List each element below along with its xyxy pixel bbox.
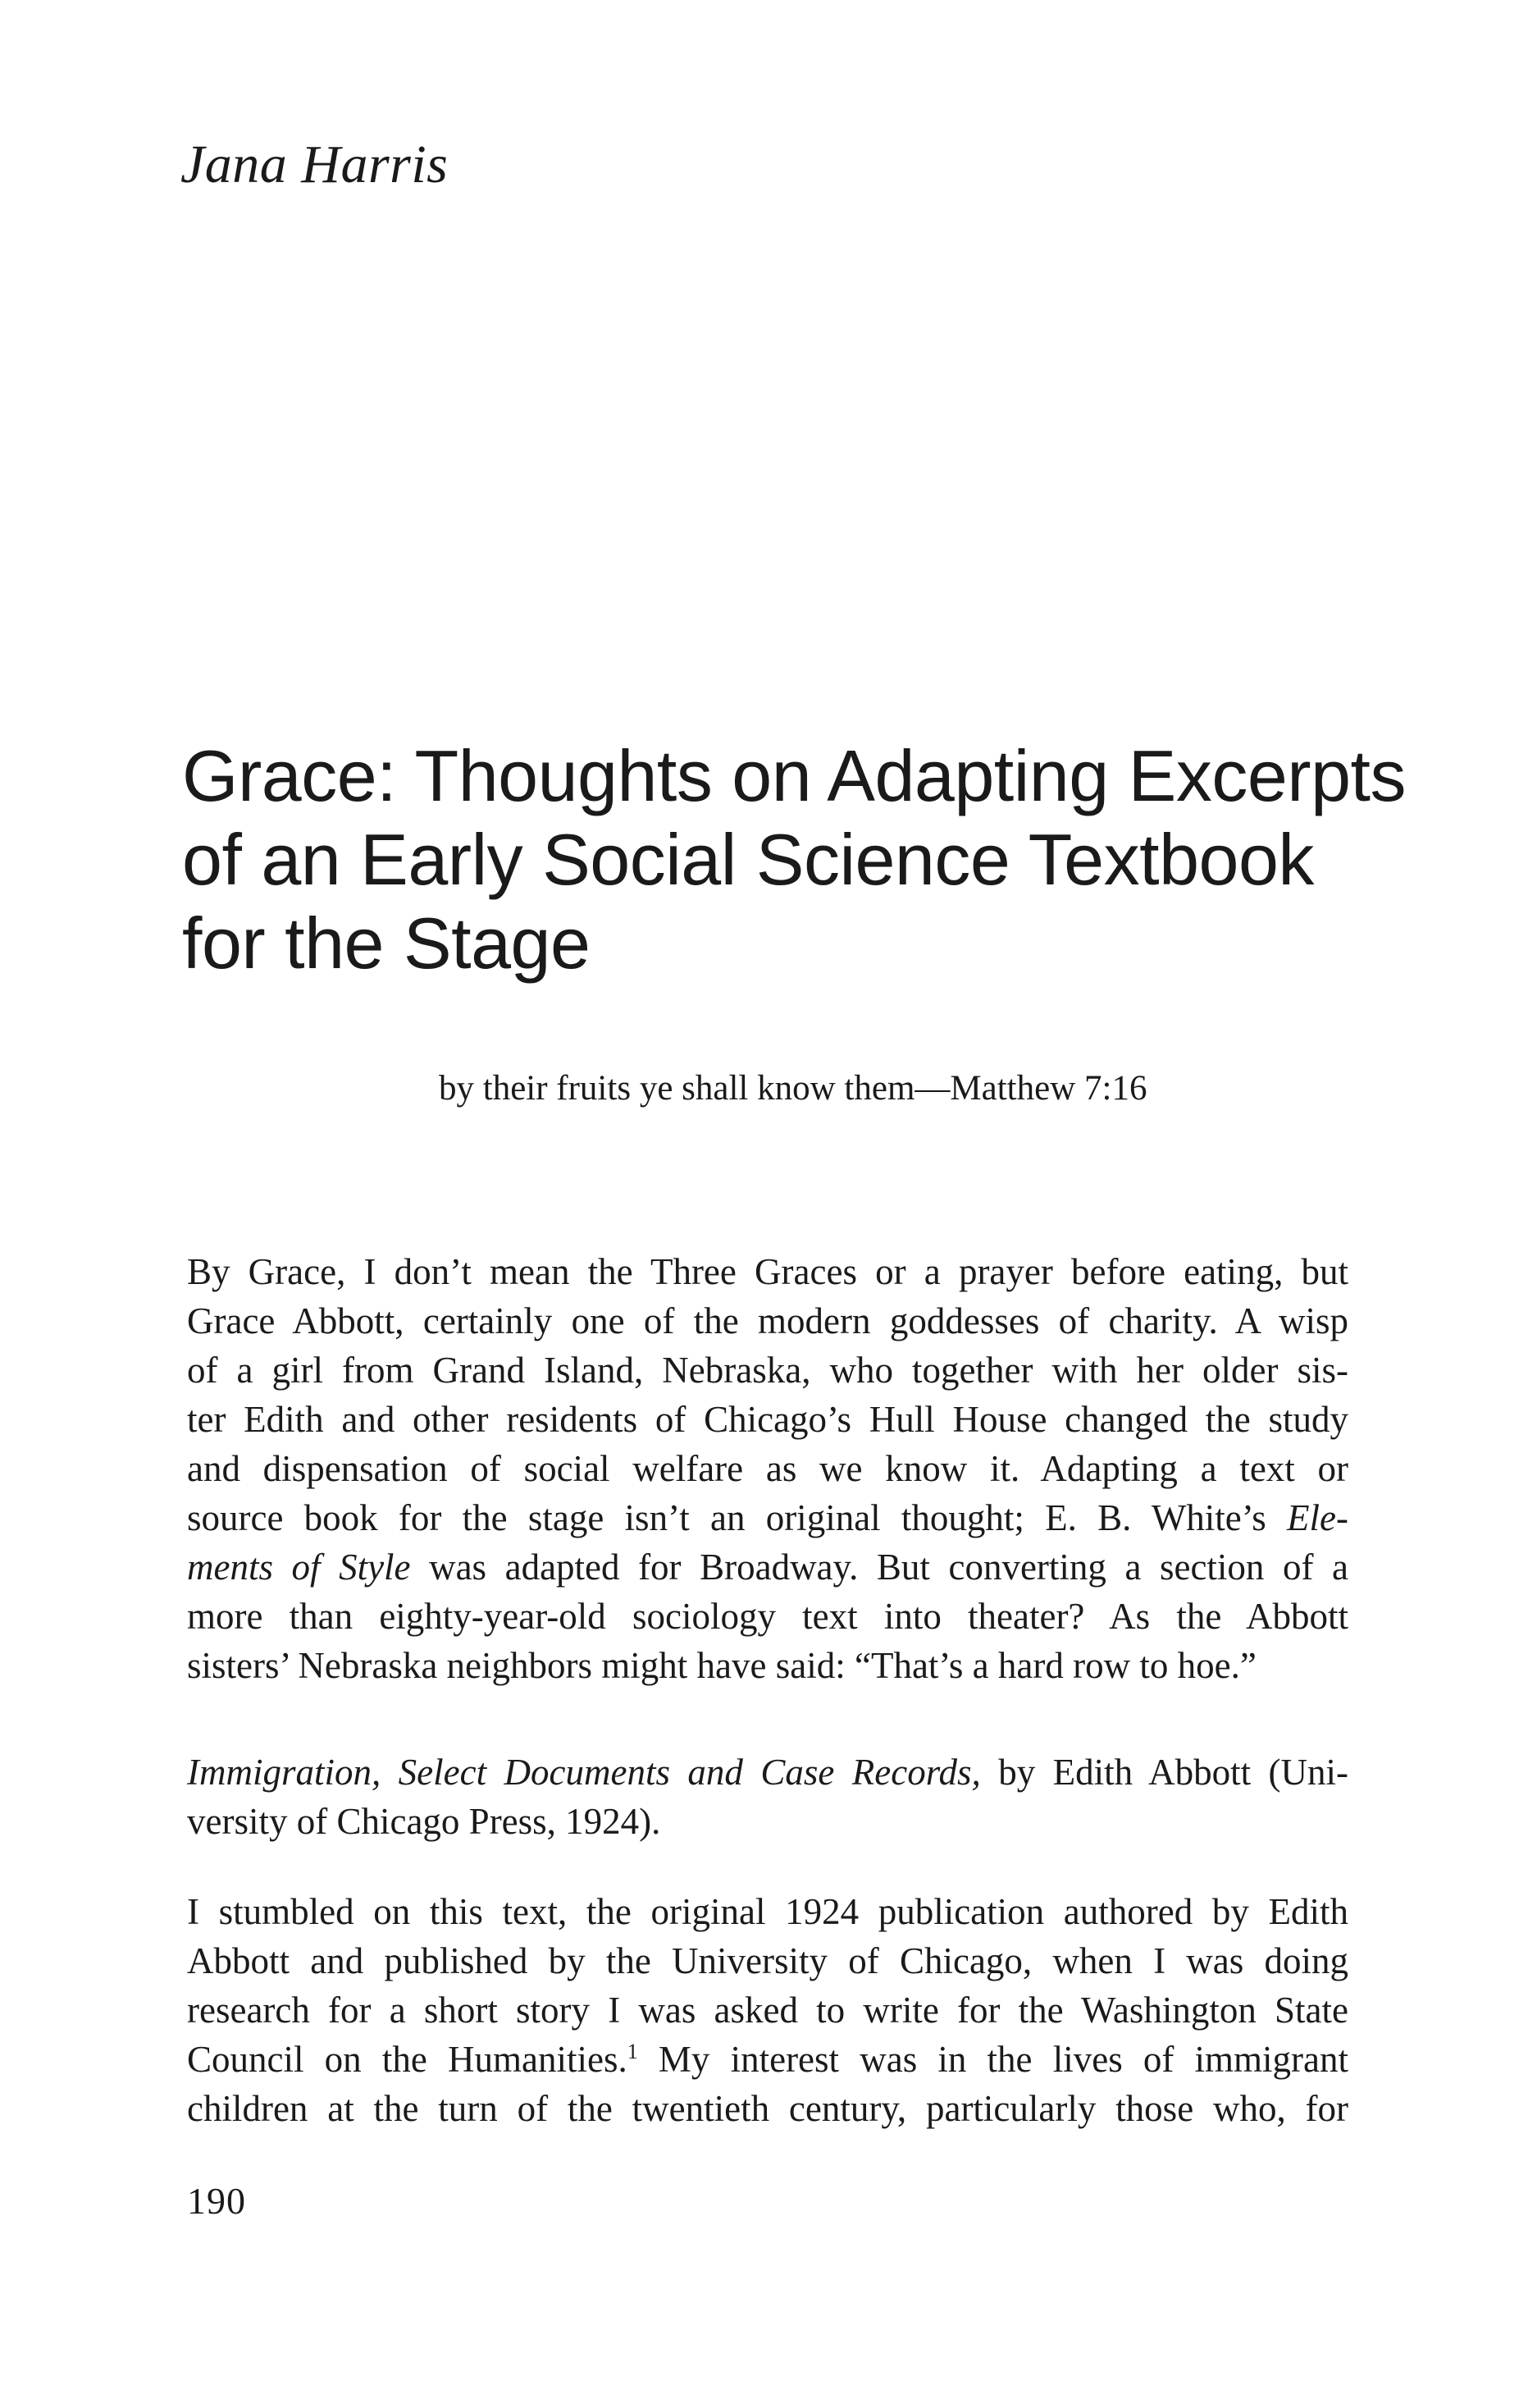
page-number: 190 <box>187 2180 246 2222</box>
text-line: sisters’ Nebraska neighbors might have said: “That’s a hard row to hoe.” <box>187 1645 1257 1686</box>
footnote-marker: 1 <box>627 2040 638 2063</box>
text-line: By Grace, I don’t mean the Three Graces or a prayer before eating, but <box>187 1251 1348 1292</box>
title-line: for the Stage <box>182 902 591 984</box>
body-paragraph-3 <box>187 1887 1348 2133</box>
text-run: Council on the Humanities. <box>187 2039 627 2080</box>
text-run: source book for the stage isn’t an original thought; E. B. White’s <box>187 1497 1266 1538</box>
text-line: children at the turn of the twentieth century, particularly those who, for <box>187 2088 1348 2129</box>
text-line: and dispensation of social welfare as we know it. Adapting a text or <box>187 1448 1348 1489</box>
text-run: My interest was in the lives of immigrant <box>658 2039 1349 2080</box>
text-line <box>187 1493 1348 1542</box>
epigraph: by their fruits ye shall know them—Matthew 7:16 <box>439 1069 1147 1108</box>
text-line: Grace Abbott, certainly one of the modern goddesses of charity. A wisp <box>187 1300 1348 1341</box>
text-line: of a girl from Grand Island, Nebraska, who together with her older sis- <box>187 1350 1348 1391</box>
text-line: I stumbled on this text, the original 1924 publication authored by Edith <box>187 1891 1348 1932</box>
running-head-author: Jana Harris <box>180 135 449 194</box>
article-title <box>182 734 1406 985</box>
text-line: versity of Chicago Press, 1924). <box>187 1801 661 1842</box>
title-line: of an Early Social Science Textbook <box>182 819 1314 900</box>
text-line: ter Edith and other residents of Chicago’s Hull House changed the study <box>187 1399 1348 1440</box>
text-line: Abbott and published by the University of Chicago, when I was doing <box>187 1940 1348 1981</box>
italic-run: Immigration, Select Documents and Case Records, <box>187 1752 981 1793</box>
text-line: research for a short story I was asked to write for the Washington State <box>187 1990 1348 2031</box>
italic-run: Ele- <box>1287 1497 1348 1538</box>
text-run: was adapted for Broadway. But converting a section of a <box>429 1547 1348 1588</box>
text-line <box>187 1542 1348 1592</box>
text-run: by Edith Abbott (Uni- <box>998 1752 1349 1793</box>
text-line: more than eighty-year-old sociology text into theater? As the Abbott <box>187 1596 1348 1637</box>
body-paragraph-2 <box>187 1748 1348 1846</box>
text-line <box>187 2035 1348 2084</box>
italic-run: ments of Style <box>187 1547 411 1588</box>
title-line: Grace: Thoughts on Adapting Excerpts <box>182 735 1406 816</box>
body-paragraph-1 <box>187 1247 1348 1690</box>
text-line <box>187 1748 1348 1797</box>
